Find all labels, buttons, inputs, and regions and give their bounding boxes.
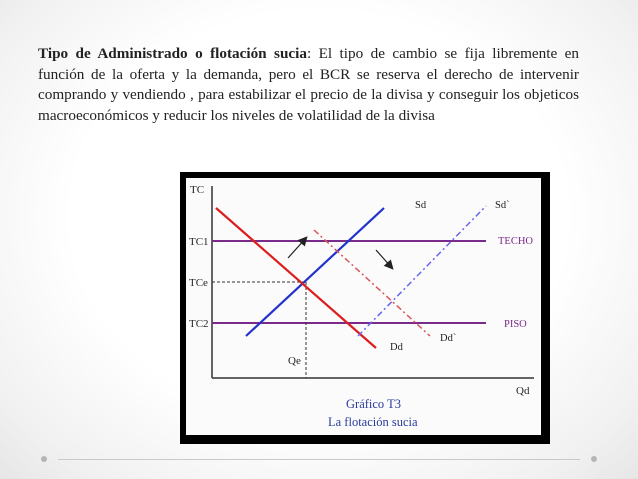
y-axis-label: TC [190, 184, 205, 196]
sd-shift-label: Sd` [495, 200, 510, 211]
chart-subtitle: La flotación sucia [328, 415, 418, 429]
techo-label: TECHO [498, 236, 533, 247]
y-tick-tc2: TC2 [189, 318, 209, 330]
dd-shift-curve [314, 230, 430, 336]
dd-label: Dd [390, 342, 403, 353]
dd-shift-label: Dd` [440, 333, 457, 344]
slide-body: : El tipo de cambio se fija libremente en función de la oferta y la demanda, pero el BCR se reserva el derecho de intervenir comprando y vendiendo , para estabilizar el precio de la divisa y conseguir los objeticos macroeconómicos y reducir los niveles de volatilidad de la divisa [38, 45, 579, 124]
x-tick-qe: Qe [288, 355, 301, 367]
y-tick-tc1: TC1 [189, 236, 209, 248]
chart-frame [180, 172, 550, 444]
piso-label: PISO [504, 319, 527, 330]
dd-curve [216, 208, 376, 348]
chart-title: Gráfico T3 [346, 397, 401, 411]
slide-text [38, 44, 579, 126]
dd-shift-arrow [376, 250, 392, 268]
slide-heading: Tipo de Administrado o flotación sucia [38, 45, 307, 62]
sd-curve [246, 208, 384, 336]
sd-shift-curve [358, 206, 486, 336]
footer-line [58, 459, 580, 460]
sd-label: Sd [415, 200, 427, 211]
chart-svg [186, 178, 541, 435]
footer-dot-right [591, 456, 597, 462]
y-tick-tce: TCe [189, 277, 208, 289]
footer-dot-left [41, 456, 47, 462]
x-axis-label: Qd [516, 385, 530, 397]
chart-area [186, 178, 541, 435]
